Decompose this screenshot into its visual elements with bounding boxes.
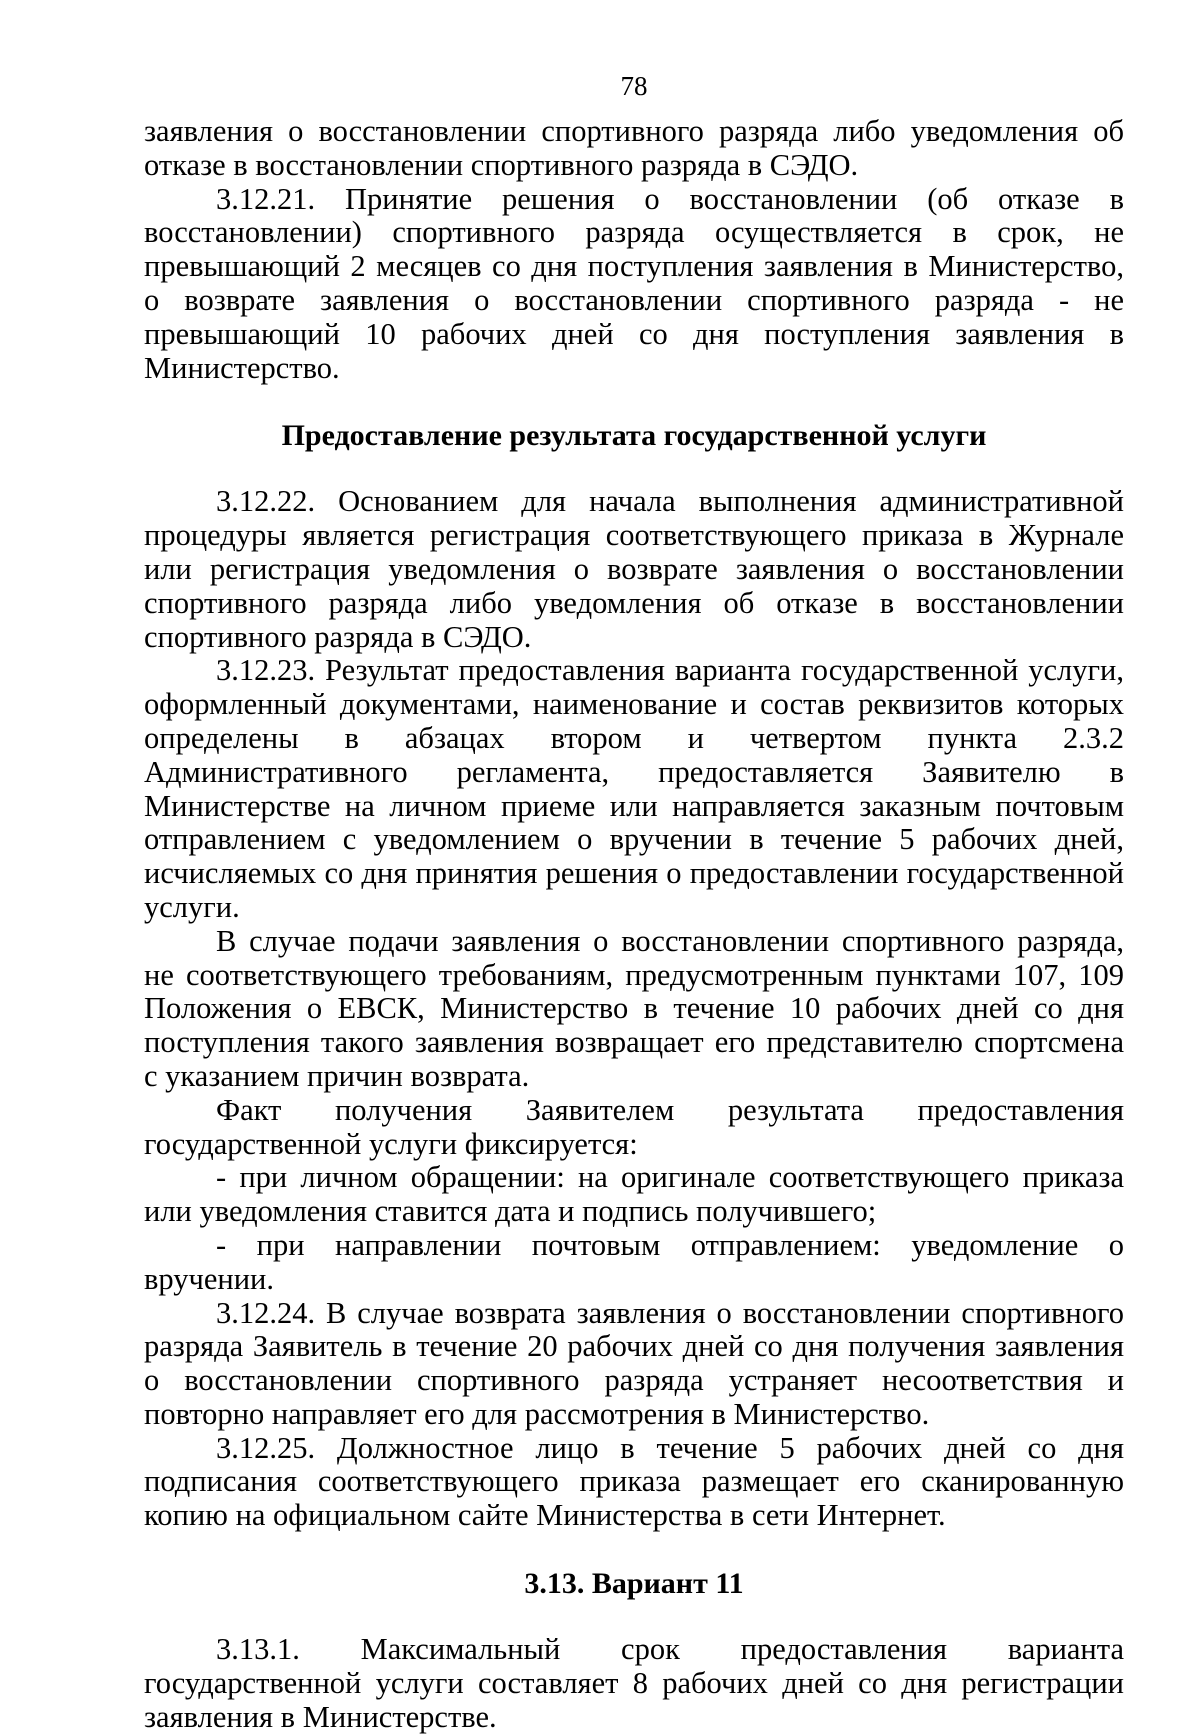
page-number: 78 [620,71,648,101]
paragraph-continuation: заявления о восстановлении спортивного разряда либо уведомления об отказе в восстановлении спортивного разряда в СЭДО. [144,114,1124,182]
page-content [144,115,1124,1734]
paragraph-3-12-25: 3.12.25. Должностное лицо в течение 5 рабочих дней со дня подписания соответствующего приказа размещает его сканированную копию на официальном сайте Министерства в сети Интернет. [144,1430,1124,1533]
paragraph-3-12-23: 3.12.23. Результат предоставления варианта государственной услуги, оформленный документами, наименование и состав реквизитов которых определены в абзацах втором и четвертом пункта 2.3.2 Административного регламента, предоставляется Заявителю в Министерстве на личном приеме или направляется заказным почтовым отправлением с уведомлением о вручении в течение 5 рабочих дней, исчисляемых со дня принятия решения о предоставлении государственной услуги. [144,653,1124,924]
section-heading-result: Предоставление результата государственной услуги [281,419,987,453]
paragraph-receipt-fact: Факт получения Заявителем результата предоставления государственной услуги фиксируется: [144,1092,1124,1161]
document-page [144,0,1124,1734]
paragraph-return-case: В случае подачи заявления о восстановлении спортивного разряда, не соответствующего требованиям, предусмотренным пунктами 107, 109 Положения о ЕВСК, Министерство в течение 10 рабочих дней со дня поступления такого заявления возвращает его представителю спортсмена с указанием причин возврата. [144,923,1124,1093]
paragraph-3-12-21: 3.12.21. Принятие решения о восстановлении (об отказе в восстановлении) спортивного разряда осуществляется в срок, не превышающий 2 месяцев со дня поступления заявления в Министерство, о возврате заявления о восстановлении спортивного разряда - не превышающий 10 рабочих дней со дня поступления заявления в Министерство. [144,181,1124,385]
paragraph-3-13-1: 3.13.1. Максимальный срок предоставления варианта государственной услуги составляет 8 рабочих дней со дня регистрации заявления в Министерстве. [144,1632,1124,1734]
list-item-postal: - при направлении почтовым отправлением: уведомление о вручении. [144,1227,1124,1296]
paragraph-3-12-22: 3.12.22. Основанием для начала выполнения административной процедуры является регистрация соответствующего приказа в Журнале или регистрация уведомления о возврате заявления о восстановлении спортивного разряда либо уведомления об отказе в восстановлении спортивного разряда в СЭДО. [144,484,1124,654]
section-heading-variant: 3.13. Вариант 11 [524,1567,744,1601]
list-item-personal-visit: - при личном обращении: на оригинале соответствующего приказа или уведомления ставится дата и подпись получившего; [144,1160,1124,1229]
paragraph-3-12-24: 3.12.24. В случае возврата заявления о восстановлении спортивного разряда Заявитель в течение 20 рабочих дней со дня получения заявления о восстановлении спортивного разряда устраняет несоответствия и повторно направляет его для рассмотрения в Министерство. [144,1295,1124,1431]
